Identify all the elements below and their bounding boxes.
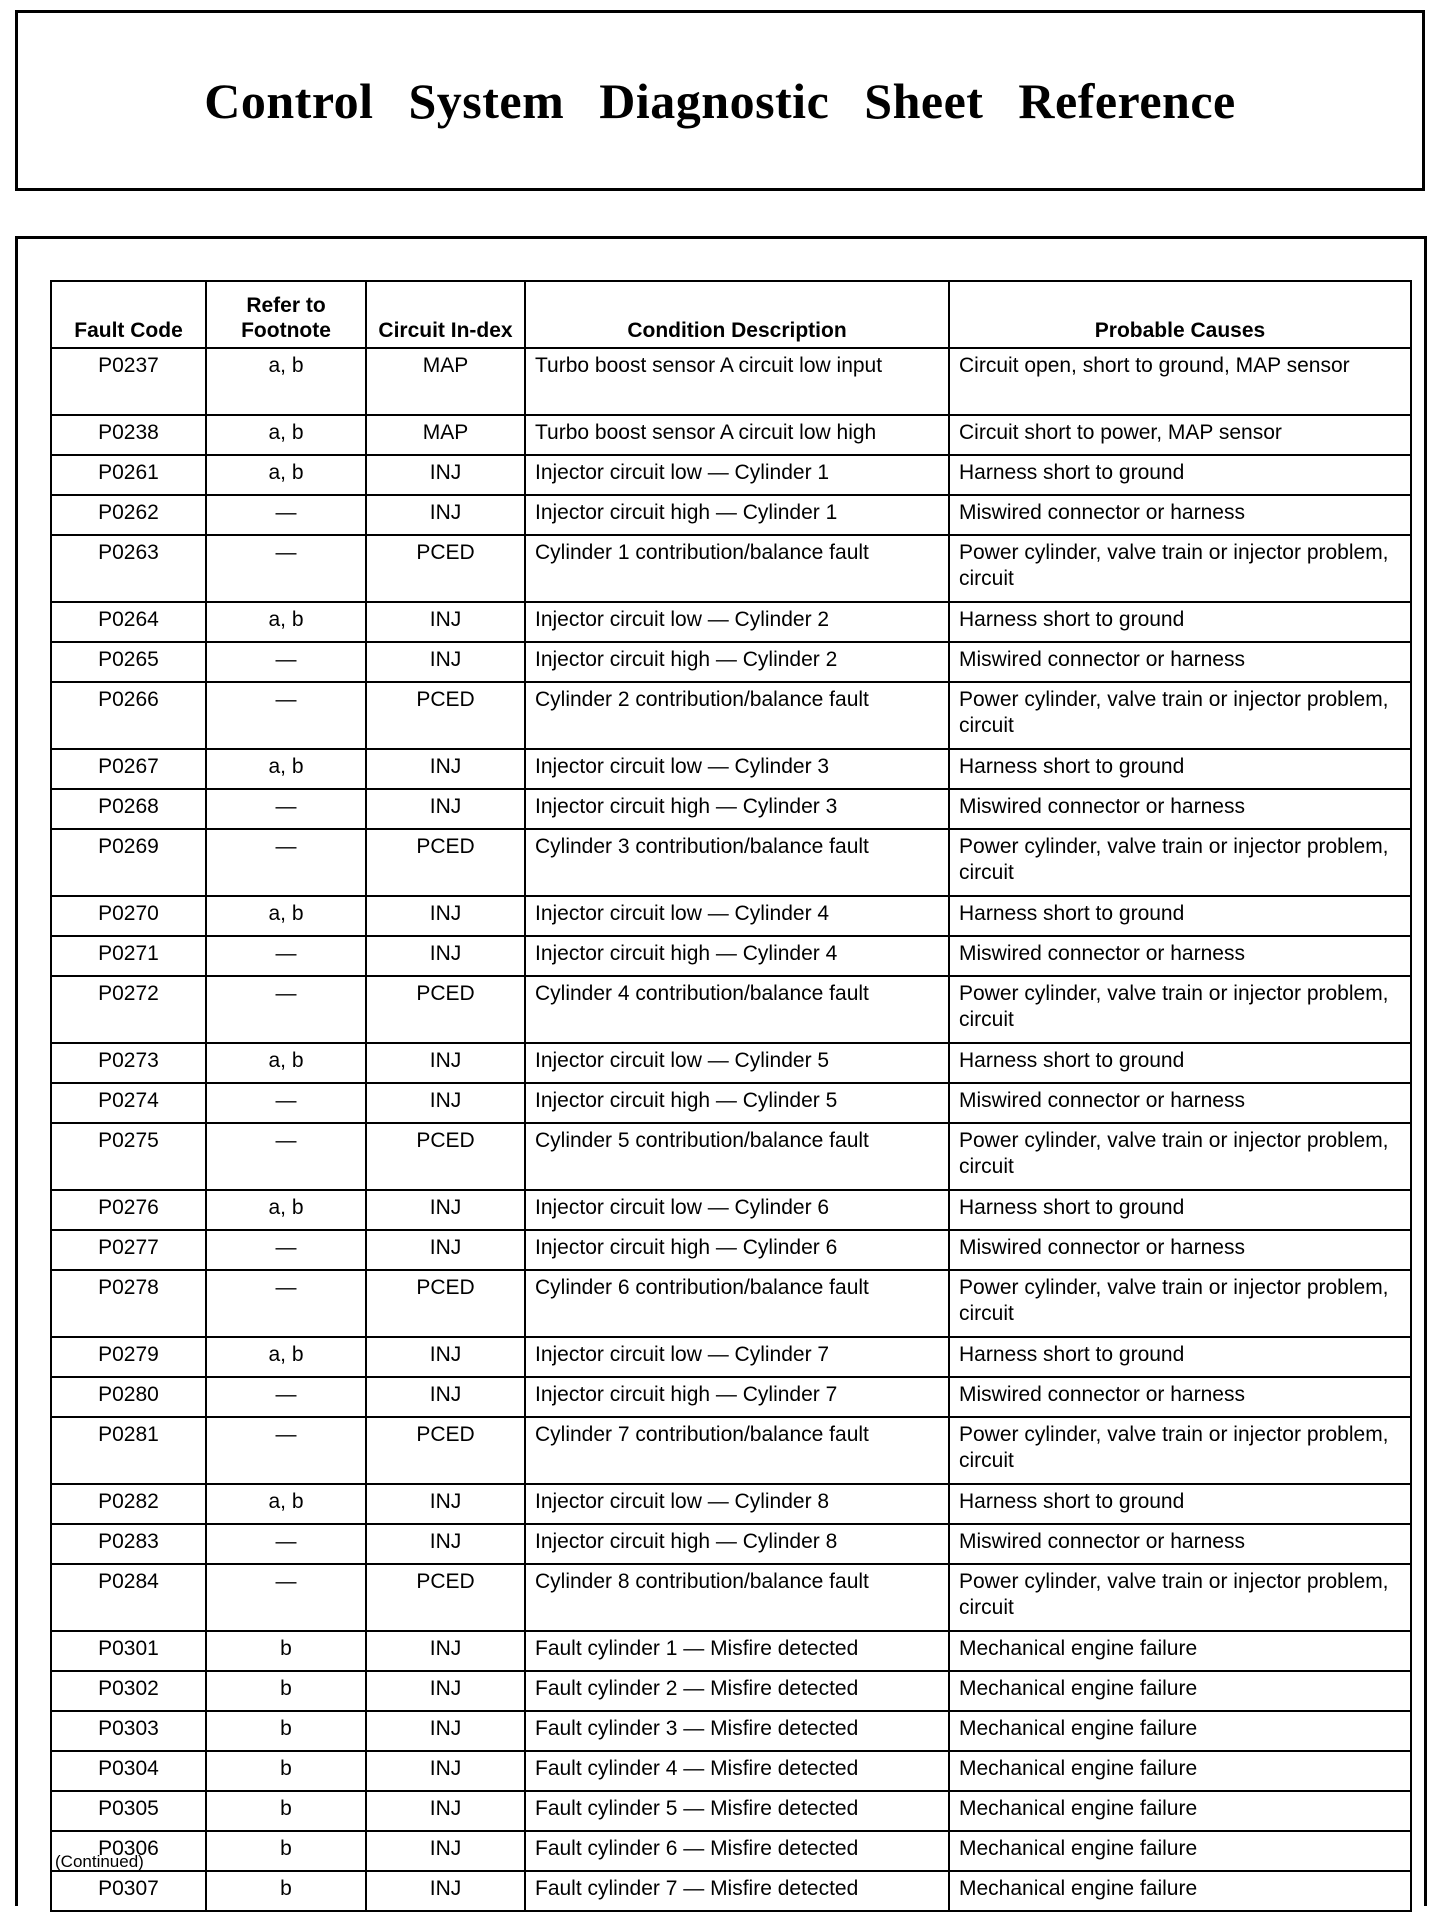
table-row <box>51 602 1411 642</box>
cell-fault-code: P0301 <box>51 1631 206 1671</box>
cell-condition-description: Injector circuit high — Cylinder 1 <box>525 495 949 535</box>
cell-probable-causes: Harness short to ground <box>949 1484 1411 1524</box>
cell-condition-description: Cylinder 5 contribution/balance fault <box>525 1123 949 1190</box>
header-fault-code: Fault Code <box>51 281 206 348</box>
table-row <box>51 1043 1411 1083</box>
cell-circuit-index: INJ <box>366 936 525 976</box>
cell-fault-code: P0278 <box>51 1270 206 1337</box>
cell-condition-description: Fault cylinder 1 — Misfire detected <box>525 1631 949 1671</box>
cell-circuit-index: INJ <box>366 1791 525 1831</box>
cell-probable-causes: Power cylinder, valve train or injector problem, circuit <box>949 1564 1411 1631</box>
cell-footnote: b <box>206 1631 366 1671</box>
table-row <box>51 1671 1411 1711</box>
table-row <box>51 348 1411 415</box>
cell-circuit-index: INJ <box>366 1711 525 1751</box>
cell-probable-causes: Power cylinder, valve train or injector problem, circuit <box>949 1417 1411 1484</box>
cell-footnote: — <box>206 642 366 682</box>
cell-footnote: a, b <box>206 1190 366 1230</box>
cell-condition-description: Injector circuit low — Cylinder 2 <box>525 602 949 642</box>
cell-footnote: a, b <box>206 749 366 789</box>
cell-circuit-index: INJ <box>366 602 525 642</box>
fault-code-table <box>50 280 1412 1912</box>
cell-fault-code: P0302 <box>51 1671 206 1711</box>
cell-probable-causes: Circuit open, short to ground, MAP sensor <box>949 348 1411 415</box>
title-box <box>15 10 1425 191</box>
cell-fault-code: P0273 <box>51 1043 206 1083</box>
cell-footnote: — <box>206 1083 366 1123</box>
cell-footnote: — <box>206 1230 366 1270</box>
cell-footnote: b <box>206 1831 366 1871</box>
cell-fault-code: P0281 <box>51 1417 206 1484</box>
cell-probable-causes: Power cylinder, valve train or injector problem, circuit <box>949 976 1411 1043</box>
table-row <box>51 1791 1411 1831</box>
cell-probable-causes: Harness short to ground <box>949 749 1411 789</box>
cell-condition-description: Injector circuit high — Cylinder 8 <box>525 1524 949 1564</box>
cell-circuit-index: INJ <box>366 789 525 829</box>
cell-condition-description: Injector circuit low — Cylinder 8 <box>525 1484 949 1524</box>
table-row <box>51 1417 1411 1484</box>
cell-probable-causes: Miswired connector or harness <box>949 1377 1411 1417</box>
cell-circuit-index: INJ <box>366 1751 525 1791</box>
cell-probable-causes: Harness short to ground <box>949 1190 1411 1230</box>
cell-fault-code: P0276 <box>51 1190 206 1230</box>
cell-footnote: a, b <box>206 455 366 495</box>
cell-fault-code: P0279 <box>51 1337 206 1377</box>
table-row <box>51 896 1411 936</box>
cell-circuit-index: INJ <box>366 1871 525 1911</box>
cell-footnote: — <box>206 535 366 602</box>
cell-condition-description: Injector circuit high — Cylinder 4 <box>525 936 949 976</box>
cell-condition-description: Injector circuit low — Cylinder 4 <box>525 896 949 936</box>
header-row <box>51 281 1411 348</box>
cell-circuit-index: INJ <box>366 1831 525 1871</box>
cell-fault-code: P0267 <box>51 749 206 789</box>
table-row <box>51 535 1411 602</box>
cell-condition-description: Turbo boost sensor A circuit low high <box>525 415 949 455</box>
cell-condition-description: Injector circuit high — Cylinder 3 <box>525 789 949 829</box>
cell-circuit-index: PCED <box>366 682 525 749</box>
cell-fault-code: P0264 <box>51 602 206 642</box>
cell-circuit-index: INJ <box>366 455 525 495</box>
cell-fault-code: P0275 <box>51 1123 206 1190</box>
cell-condition-description: Fault cylinder 4 — Misfire detected <box>525 1751 949 1791</box>
table-row <box>51 1270 1411 1337</box>
cell-probable-causes: Miswired connector or harness <box>949 642 1411 682</box>
cell-fault-code: P0261 <box>51 455 206 495</box>
cell-probable-causes: Circuit short to power, MAP sensor <box>949 415 1411 455</box>
cell-probable-causes: Power cylinder, valve train or injector problem, circuit <box>949 829 1411 896</box>
cell-fault-code: P0266 <box>51 682 206 749</box>
cell-probable-causes: Mechanical engine failure <box>949 1711 1411 1751</box>
cell-condition-description: Fault cylinder 2 — Misfire detected <box>525 1671 949 1711</box>
cell-probable-causes: Harness short to ground <box>949 455 1411 495</box>
cell-condition-description: Injector circuit low — Cylinder 3 <box>525 749 949 789</box>
cell-condition-description: Cylinder 4 contribution/balance fault <box>525 976 949 1043</box>
header-footnote: Refer to Footnote <box>206 281 366 348</box>
cell-condition-description: Injector circuit low — Cylinder 1 <box>525 455 949 495</box>
table-row <box>51 1711 1411 1751</box>
cell-probable-causes: Power cylinder, valve train or injector problem, circuit <box>949 1123 1411 1190</box>
table-row <box>51 749 1411 789</box>
cell-probable-causes: Miswired connector or harness <box>949 1524 1411 1564</box>
table-row <box>51 1190 1411 1230</box>
cell-circuit-index: PCED <box>366 535 525 602</box>
cell-circuit-index: INJ <box>366 896 525 936</box>
cell-fault-code: P0304 <box>51 1751 206 1791</box>
cell-fault-code: P0271 <box>51 936 206 976</box>
cell-probable-causes: Mechanical engine failure <box>949 1871 1411 1911</box>
cell-circuit-index: PCED <box>366 829 525 896</box>
cell-footnote: b <box>206 1671 366 1711</box>
cell-fault-code: P0307 <box>51 1871 206 1911</box>
cell-footnote: — <box>206 976 366 1043</box>
cell-circuit-index: INJ <box>366 1043 525 1083</box>
cell-condition-description: Injector circuit high — Cylinder 5 <box>525 1083 949 1123</box>
cell-footnote: — <box>206 1417 366 1484</box>
cell-probable-causes: Mechanical engine failure <box>949 1671 1411 1711</box>
table-row <box>51 1484 1411 1524</box>
cell-probable-causes: Miswired connector or harness <box>949 1230 1411 1270</box>
table-row <box>51 1083 1411 1123</box>
cell-fault-code: P0303 <box>51 1711 206 1751</box>
cell-footnote: b <box>206 1791 366 1831</box>
cell-fault-code: P0306 <box>51 1831 206 1871</box>
cell-fault-code: P0280 <box>51 1377 206 1417</box>
cell-fault-code: P0274 <box>51 1083 206 1123</box>
table-row <box>51 642 1411 682</box>
cell-circuit-index: PCED <box>366 1564 525 1631</box>
header-probable-causes: Probable Causes <box>949 281 1411 348</box>
table-row <box>51 936 1411 976</box>
cell-circuit-index: INJ <box>366 749 525 789</box>
cell-footnote: a, b <box>206 348 366 415</box>
cell-fault-code: P0268 <box>51 789 206 829</box>
cell-footnote: — <box>206 1377 366 1417</box>
cell-probable-causes: Harness short to ground <box>949 1337 1411 1377</box>
cell-probable-causes: Harness short to ground <box>949 1043 1411 1083</box>
cell-footnote: a, b <box>206 1484 366 1524</box>
cell-condition-description: Cylinder 7 contribution/balance fault <box>525 1417 949 1484</box>
cell-probable-causes: Power cylinder, valve train or injector problem, circuit <box>949 535 1411 602</box>
cell-probable-causes: Harness short to ground <box>949 602 1411 642</box>
cell-condition-description: Injector circuit high — Cylinder 2 <box>525 642 949 682</box>
cell-footnote: — <box>206 1564 366 1631</box>
cell-fault-code: P0263 <box>51 535 206 602</box>
cell-probable-causes: Miswired connector or harness <box>949 789 1411 829</box>
cell-footnote: b <box>206 1711 366 1751</box>
cell-condition-description: Cylinder 1 contribution/balance fault <box>525 535 949 602</box>
cell-circuit-index: INJ <box>366 1230 525 1270</box>
cell-footnote: — <box>206 682 366 749</box>
cell-footnote: — <box>206 936 366 976</box>
cell-footnote: b <box>206 1871 366 1911</box>
cell-probable-causes: Miswired connector or harness <box>949 495 1411 535</box>
cell-condition-description: Fault cylinder 3 — Misfire detected <box>525 1711 949 1751</box>
cell-circuit-index: INJ <box>366 495 525 535</box>
cell-footnote: — <box>206 495 366 535</box>
cell-condition-description: Cylinder 8 contribution/balance fault <box>525 1564 949 1631</box>
cell-fault-code: P0284 <box>51 1564 206 1631</box>
table-row <box>51 1751 1411 1791</box>
cell-fault-code: P0283 <box>51 1524 206 1564</box>
table-row <box>51 1831 1411 1871</box>
cell-circuit-index: INJ <box>366 1190 525 1230</box>
cell-probable-causes: Power cylinder, valve train or injector problem, circuit <box>949 1270 1411 1337</box>
table-row <box>51 789 1411 829</box>
cell-condition-description: Injector circuit low — Cylinder 7 <box>525 1337 949 1377</box>
cell-footnote: b <box>206 1751 366 1791</box>
cell-circuit-index: INJ <box>366 1524 525 1564</box>
cell-condition-description: Cylinder 2 contribution/balance fault <box>525 682 949 749</box>
table-row <box>51 1631 1411 1671</box>
table-row <box>51 495 1411 535</box>
cell-fault-code: P0282 <box>51 1484 206 1524</box>
cell-condition-description: Fault cylinder 6 — Misfire detected <box>525 1831 949 1871</box>
cell-footnote: a, b <box>206 415 366 455</box>
cell-footnote: — <box>206 1270 366 1337</box>
cell-probable-causes: Power cylinder, valve train or injector problem, circuit <box>949 682 1411 749</box>
cell-probable-causes: Miswired connector or harness <box>949 1083 1411 1123</box>
cell-circuit-index: MAP <box>366 415 525 455</box>
table-row <box>51 1871 1411 1911</box>
cell-fault-code: P0262 <box>51 495 206 535</box>
table-row <box>51 455 1411 495</box>
cell-circuit-index: INJ <box>366 1083 525 1123</box>
cell-fault-code: P0277 <box>51 1230 206 1270</box>
cell-probable-causes: Mechanical engine failure <box>949 1631 1411 1671</box>
cell-fault-code: P0269 <box>51 829 206 896</box>
cell-fault-code: P0238 <box>51 415 206 455</box>
cell-footnote: — <box>206 789 366 829</box>
cell-fault-code: P0265 <box>51 642 206 682</box>
cell-circuit-index: INJ <box>366 1484 525 1524</box>
cell-probable-causes: Harness short to ground <box>949 896 1411 936</box>
table-row <box>51 682 1411 749</box>
cell-footnote: — <box>206 1524 366 1564</box>
cell-probable-causes: Mechanical engine failure <box>949 1751 1411 1791</box>
table-row <box>51 1337 1411 1377</box>
cell-fault-code: P0305 <box>51 1791 206 1831</box>
cell-circuit-index: INJ <box>366 1671 525 1711</box>
header-circuit-index: Circuit In-dex <box>366 281 525 348</box>
cell-probable-causes: Miswired connector or harness <box>949 936 1411 976</box>
cell-fault-code: P0237 <box>51 348 206 415</box>
cell-condition-description: Fault cylinder 7 — Misfire detected <box>525 1871 949 1911</box>
cell-condition-description: Cylinder 6 contribution/balance fault <box>525 1270 949 1337</box>
cell-circuit-index: PCED <box>366 1417 525 1484</box>
cell-footnote: a, b <box>206 1043 366 1083</box>
table-row <box>51 1230 1411 1270</box>
table-row <box>51 1524 1411 1564</box>
cell-footnote: a, b <box>206 602 366 642</box>
page-title: Control System Diagnostic Sheet Reference <box>204 72 1236 129</box>
cell-condition-description: Injector circuit high — Cylinder 7 <box>525 1377 949 1417</box>
cell-condition-description: Injector circuit high — Cylinder 6 <box>525 1230 949 1270</box>
cell-circuit-index: INJ <box>366 1631 525 1671</box>
cell-fault-code: P0272 <box>51 976 206 1043</box>
continued-note: (Continued) <box>55 1852 144 1871</box>
cell-circuit-index: INJ <box>366 1377 525 1417</box>
table-row <box>51 1564 1411 1631</box>
cell-footnote: a, b <box>206 896 366 936</box>
cell-condition-description: Turbo boost sensor A circuit low input <box>525 348 949 415</box>
table-row <box>51 415 1411 455</box>
table-row <box>51 829 1411 896</box>
cell-condition-description: Cylinder 3 contribution/balance fault <box>525 829 949 896</box>
cell-circuit-index: PCED <box>366 976 525 1043</box>
table-row <box>51 1377 1411 1417</box>
table-row <box>51 976 1411 1043</box>
table-row <box>51 1123 1411 1190</box>
cell-fault-code: P0270 <box>51 896 206 936</box>
cell-footnote: a, b <box>206 1337 366 1377</box>
cell-footnote: — <box>206 829 366 896</box>
cell-circuit-index: MAP <box>366 348 525 415</box>
cell-probable-causes: Mechanical engine failure <box>949 1791 1411 1831</box>
cell-circuit-index: PCED <box>366 1123 525 1190</box>
cell-condition-description: Injector circuit low — Cylinder 5 <box>525 1043 949 1083</box>
cell-circuit-index: INJ <box>366 642 525 682</box>
cell-footnote: — <box>206 1123 366 1190</box>
cell-circuit-index: INJ <box>366 1337 525 1377</box>
cell-condition-description: Injector circuit low — Cylinder 6 <box>525 1190 949 1230</box>
cell-probable-causes: Mechanical engine failure <box>949 1831 1411 1871</box>
cell-circuit-index: PCED <box>366 1270 525 1337</box>
header-condition-description: Condition Description <box>525 281 949 348</box>
cell-condition-description: Fault cylinder 5 — Misfire detected <box>525 1791 949 1831</box>
